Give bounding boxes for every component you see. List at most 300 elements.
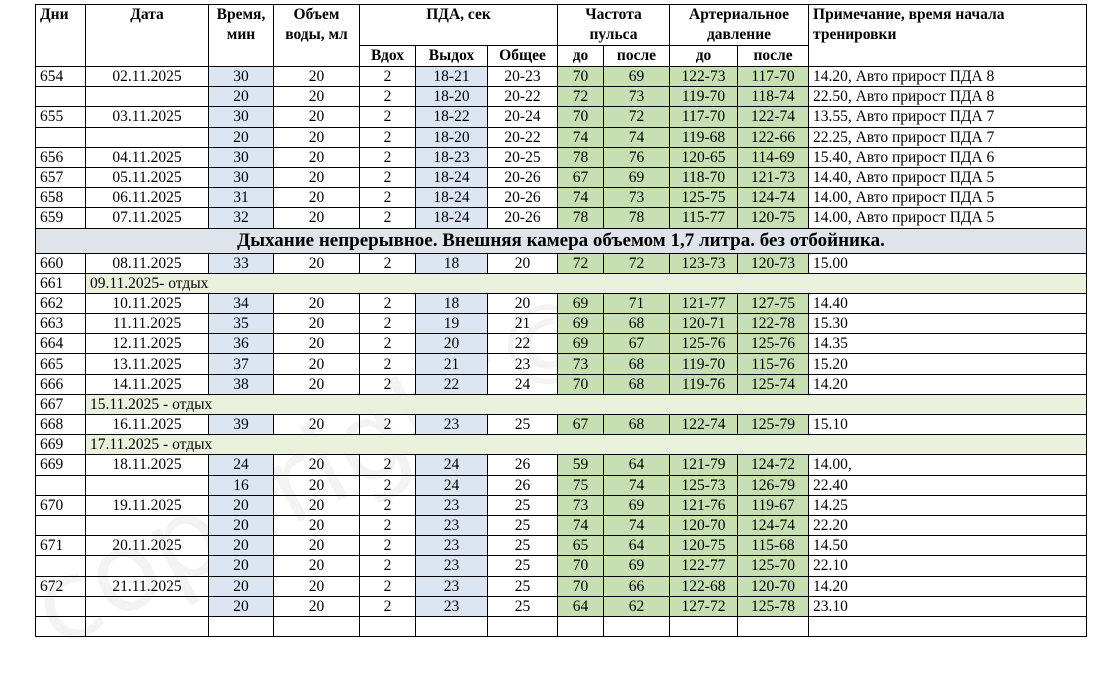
cell-total: 20 — [488, 293, 558, 313]
cell-time: 20 — [209, 515, 274, 535]
cell-note: 15.30 — [809, 314, 1087, 334]
cell-inhale: 2 — [360, 354, 416, 374]
cell-inhale: 2 — [360, 596, 416, 616]
cell-inhale: 2 — [360, 147, 416, 167]
cell-pulse-before: 64 — [558, 596, 604, 616]
cell-date: 05.11.2025 — [86, 167, 209, 187]
cell-total: 20-23 — [488, 67, 558, 87]
cell-inhale: 2 — [360, 293, 416, 313]
cell-exhale: 23 — [416, 536, 488, 556]
cell-exhale: 22 — [416, 374, 488, 394]
cell-note: 14.35 — [809, 334, 1087, 354]
cell-date: 20.11.2025 — [86, 536, 209, 556]
cell-water: 20 — [274, 167, 360, 187]
cell-date: 18.11.2025 — [86, 455, 209, 475]
cell-water: 20 — [274, 67, 360, 87]
cell-day — [36, 616, 86, 636]
cell-time: 38 — [209, 374, 274, 394]
cell-water: 20 — [274, 293, 360, 313]
cell-day: 657 — [36, 167, 86, 187]
cell-pressure-before: 119-76 — [670, 374, 738, 394]
header-note: Примечание, время начала тренировки — [809, 5, 1087, 67]
cell-pulse-before: 75 — [558, 475, 604, 495]
cell-pulse-before: 69 — [558, 334, 604, 354]
cell-note: 22.25, Авто прирост ПДА 7 — [809, 127, 1087, 147]
cell-pressure-before: 120-71 — [670, 314, 738, 334]
cell-inhale: 2 — [360, 536, 416, 556]
cell-exhale — [416, 616, 488, 636]
cell-day: 669 — [36, 455, 86, 475]
cell-pressure-before: 115-77 — [670, 208, 738, 228]
cell-exhale: 23 — [416, 596, 488, 616]
cell-day: 658 — [36, 188, 86, 208]
table-row — [36, 167, 1087, 187]
cell-pressure-before — [670, 616, 738, 636]
rest-day-row — [36, 394, 1087, 414]
cell-pressure-after: 119-67 — [738, 495, 809, 515]
cell-day: 670 — [36, 495, 86, 515]
cell-pulse-after: 69 — [604, 167, 670, 187]
cell-date: 02.11.2025 — [86, 67, 209, 87]
cell-note: 14.20 — [809, 576, 1087, 596]
cell-total: 26 — [488, 475, 558, 495]
cell-time: 30 — [209, 147, 274, 167]
cell-water: 20 — [274, 127, 360, 147]
cell-day — [36, 127, 86, 147]
cell-pulse-after: 64 — [604, 536, 670, 556]
cell-time: 33 — [209, 253, 274, 273]
cell-pressure-after: 120-75 — [738, 208, 809, 228]
cell-time: 36 — [209, 334, 274, 354]
rest-day-text: 09.11.2025- отдых — [86, 273, 1087, 293]
cell-pulse-after: 73 — [604, 87, 670, 107]
cell-water: 20 — [274, 334, 360, 354]
cell-total: 20-22 — [488, 127, 558, 147]
cell-date: 06.11.2025 — [86, 188, 209, 208]
cell-note: 14.00, Авто прирост ПДА 5 — [809, 208, 1087, 228]
cell-total: 20 — [488, 253, 558, 273]
cell-total — [488, 616, 558, 636]
cell-inhale — [360, 616, 416, 636]
cell-time: 34 — [209, 293, 274, 313]
cell-pulse-before: 69 — [558, 293, 604, 313]
cell-date — [86, 127, 209, 147]
cell-exhale: 18-23 — [416, 147, 488, 167]
cell-pressure-after: 126-79 — [738, 475, 809, 495]
cell-note — [809, 616, 1087, 636]
cell-day: 655 — [36, 107, 86, 127]
cell-pulse-after: 69 — [604, 556, 670, 576]
cell-pulse-before: 70 — [558, 576, 604, 596]
table-row — [36, 515, 1087, 535]
section-note-row — [36, 228, 1087, 253]
cell-water: 20 — [274, 374, 360, 394]
rest-day-row — [36, 435, 1087, 455]
cell-pressure-after: 122-66 — [738, 127, 809, 147]
cell-exhale: 23 — [416, 515, 488, 535]
cell-pulse-before: 78 — [558, 147, 604, 167]
cell-pulse-after: 74 — [604, 475, 670, 495]
cell-water: 20 — [274, 576, 360, 596]
cell-day — [36, 87, 86, 107]
cell-pulse-after: 72 — [604, 253, 670, 273]
cell-date: 07.11.2025 — [86, 208, 209, 228]
cell-pressure-before: 122-68 — [670, 576, 738, 596]
cell-time: 35 — [209, 314, 274, 334]
cell-date — [86, 596, 209, 616]
cell-day — [36, 596, 86, 616]
cell-time: 16 — [209, 475, 274, 495]
cell-inhale: 2 — [360, 314, 416, 334]
cell-pulse-before: 70 — [558, 107, 604, 127]
rest-day-row — [36, 273, 1087, 293]
cell-pressure-before: 121-76 — [670, 495, 738, 515]
cell-time: 24 — [209, 455, 274, 475]
cell-pressure-after: 127-75 — [738, 293, 809, 313]
rest-day-text: 17.11.2025 - отдых — [86, 435, 1087, 455]
cell-total: 20-25 — [488, 147, 558, 167]
cell-water: 20 — [274, 556, 360, 576]
cell-pressure-before: 117-70 — [670, 107, 738, 127]
cell-day — [36, 475, 86, 495]
cell-water: 20 — [274, 475, 360, 495]
table-row — [36, 314, 1087, 334]
cell-pulse-after: 67 — [604, 334, 670, 354]
cell-pressure-after: 118-74 — [738, 87, 809, 107]
cell-pulse-after: 78 — [604, 208, 670, 228]
cell-pressure-after: 122-78 — [738, 314, 809, 334]
cell-exhale: 18-24 — [416, 167, 488, 187]
cell-pressure-after: 114-69 — [738, 147, 809, 167]
cell-total: 21 — [488, 314, 558, 334]
cell-water: 20 — [274, 515, 360, 535]
cell-note: 14.40 — [809, 293, 1087, 313]
cell-inhale: 2 — [360, 188, 416, 208]
cell-pressure-before: 125-76 — [670, 334, 738, 354]
cell-date: 11.11.2025 — [86, 314, 209, 334]
cell-water — [274, 616, 360, 636]
cell-date: 19.11.2025 — [86, 495, 209, 515]
cell-exhale: 21 — [416, 354, 488, 374]
table-row — [36, 127, 1087, 147]
cell-water: 20 — [274, 536, 360, 556]
cell-water: 20 — [274, 188, 360, 208]
table-row — [36, 293, 1087, 313]
cell-pressure-before: 123-73 — [670, 253, 738, 273]
cell-total: 20-26 — [488, 188, 558, 208]
cell-inhale: 2 — [360, 253, 416, 273]
cell-pulse-before: 73 — [558, 354, 604, 374]
cell-exhale: 24 — [416, 455, 488, 475]
cell-day: 668 — [36, 415, 86, 435]
cell-pulse-before: 70 — [558, 67, 604, 87]
cell-pressure-after: 125-74 — [738, 374, 809, 394]
cell-total: 25 — [488, 515, 558, 535]
cell-day — [36, 556, 86, 576]
cell-exhale: 23 — [416, 576, 488, 596]
table-row — [36, 475, 1087, 495]
cell-total: 20-26 — [488, 167, 558, 187]
cell-exhale: 23 — [416, 556, 488, 576]
cell-exhale: 18-24 — [416, 188, 488, 208]
table-row — [36, 147, 1087, 167]
cell-pulse-before: 78 — [558, 208, 604, 228]
cell-pulse-before: 67 — [558, 167, 604, 187]
table-row — [36, 576, 1087, 596]
cell-pulse-before: 65 — [558, 536, 604, 556]
cell-total: 25 — [488, 596, 558, 616]
cell-pressure-after: 120-73 — [738, 253, 809, 273]
cell-pulse-after: 68 — [604, 354, 670, 374]
header-total: Общее — [488, 46, 558, 67]
cell-day: 667 — [36, 394, 86, 414]
cell-pulse-before: 70 — [558, 374, 604, 394]
cell-total: 25 — [488, 576, 558, 596]
cell-pulse-after: 68 — [604, 415, 670, 435]
cell-pulse-after: 69 — [604, 495, 670, 515]
cell-pressure-after: 117-70 — [738, 67, 809, 87]
cell-water: 20 — [274, 415, 360, 435]
cell-pressure-after: 124-72 — [738, 455, 809, 475]
cell-pulse-before: 72 — [558, 253, 604, 273]
cell-pulse-after — [604, 616, 670, 636]
cell-day: 666 — [36, 374, 86, 394]
cell-exhale: 18-21 — [416, 67, 488, 87]
cell-water: 20 — [274, 208, 360, 228]
cell-pulse-before: 74 — [558, 127, 604, 147]
cell-date — [86, 556, 209, 576]
cell-total: 20-22 — [488, 87, 558, 107]
cell-pulse-after: 62 — [604, 596, 670, 616]
cell-note: 14.50 — [809, 536, 1087, 556]
cell-pressure-after: 125-79 — [738, 415, 809, 435]
cell-pulse-before: 67 — [558, 415, 604, 435]
table-row — [36, 596, 1087, 616]
cell-date — [86, 616, 209, 636]
cell-date: 12.11.2025 — [86, 334, 209, 354]
cell-day: 669 — [36, 435, 86, 455]
cell-pressure-before: 119-70 — [670, 354, 738, 374]
cell-inhale: 2 — [360, 107, 416, 127]
cell-date — [86, 87, 209, 107]
training-log-table — [35, 4, 1087, 637]
cell-total: 25 — [488, 536, 558, 556]
cell-water: 20 — [274, 495, 360, 515]
cell-note: 14.25 — [809, 495, 1087, 515]
cell-pressure-after: 125-76 — [738, 334, 809, 354]
cell-total: 25 — [488, 495, 558, 515]
cell-exhale: 18-22 — [416, 107, 488, 127]
cell-note: 14.40, Авто прирост ПДА 5 — [809, 167, 1087, 187]
cell-note: 15.00 — [809, 253, 1087, 273]
cell-exhale: 18-20 — [416, 127, 488, 147]
table-header — [36, 5, 1087, 67]
cell-total: 23 — [488, 354, 558, 374]
cell-inhale: 2 — [360, 67, 416, 87]
cell-pressure-before: 122-74 — [670, 415, 738, 435]
cell-day: 665 — [36, 354, 86, 374]
cell-pulse-after: 71 — [604, 293, 670, 313]
cell-note: 15.40, Авто прирост ПДА 6 — [809, 147, 1087, 167]
cell-pulse-before: 72 — [558, 87, 604, 107]
cell-pressure-before: 122-73 — [670, 67, 738, 87]
cell-pressure-before: 120-70 — [670, 515, 738, 535]
cell-pressure-before: 120-65 — [670, 147, 738, 167]
cell-pulse-after: 76 — [604, 147, 670, 167]
header-exhale: Выдох — [416, 46, 488, 67]
cell-day: 663 — [36, 314, 86, 334]
cell-exhale: 23 — [416, 415, 488, 435]
table-row — [36, 616, 1087, 636]
cell-note: 14.00, — [809, 455, 1087, 475]
cell-pulse-before: 69 — [558, 314, 604, 334]
cell-note: 14.00, Авто прирост ПДА 5 — [809, 188, 1087, 208]
cell-time — [209, 616, 274, 636]
cell-day: 660 — [36, 253, 86, 273]
rest-day-text: 15.11.2025 - отдых — [86, 394, 1087, 414]
cell-inhale: 2 — [360, 87, 416, 107]
header-pulse-before: до — [558, 46, 604, 67]
cell-day — [36, 515, 86, 535]
cell-water: 20 — [274, 314, 360, 334]
table-row — [36, 556, 1087, 576]
table-row — [36, 354, 1087, 374]
cell-exhale: 18-20 — [416, 87, 488, 107]
cell-pulse-before: 73 — [558, 495, 604, 515]
cell-inhale: 2 — [360, 167, 416, 187]
cell-pulse-after: 69 — [604, 67, 670, 87]
cell-time: 20 — [209, 576, 274, 596]
cell-pulse-after: 68 — [604, 374, 670, 394]
cell-exhale: 18-24 — [416, 208, 488, 228]
cell-time: 31 — [209, 188, 274, 208]
cell-pressure-before: 118-70 — [670, 167, 738, 187]
header-pressure: Артериальное давление — [670, 5, 809, 46]
header-pulse: Частота пульса — [558, 5, 670, 46]
table-row — [36, 495, 1087, 515]
cell-pressure-after: 115-76 — [738, 354, 809, 374]
cell-inhale: 2 — [360, 475, 416, 495]
table-row — [36, 455, 1087, 475]
cell-total: 20-26 — [488, 208, 558, 228]
cell-pressure-before: 119-70 — [670, 87, 738, 107]
cell-pulse-after: 66 — [604, 576, 670, 596]
cell-pulse-after: 74 — [604, 515, 670, 535]
cell-total: 22 — [488, 334, 558, 354]
cell-date — [86, 475, 209, 495]
cell-water: 20 — [274, 596, 360, 616]
header-pda: ПДА, сек — [360, 5, 558, 46]
table-row — [36, 253, 1087, 273]
cell-pressure-after: 120-70 — [738, 576, 809, 596]
cell-day: 654 — [36, 67, 86, 87]
cell-inhale: 2 — [360, 127, 416, 147]
table-row — [36, 334, 1087, 354]
cell-pulse-after: 73 — [604, 188, 670, 208]
cell-inhale: 2 — [360, 455, 416, 475]
header-water: Объем воды, мл — [274, 5, 360, 67]
table-row — [36, 374, 1087, 394]
header-pulse-after: после — [604, 46, 670, 67]
cell-pressure-after — [738, 616, 809, 636]
cell-water: 20 — [274, 147, 360, 167]
cell-pressure-before: 125-75 — [670, 188, 738, 208]
cell-date: 16.11.2025 — [86, 415, 209, 435]
cell-note: 22.10 — [809, 556, 1087, 576]
table-row — [36, 208, 1087, 228]
cell-total: 25 — [488, 556, 558, 576]
cell-note: 14.20 — [809, 374, 1087, 394]
cell-water: 20 — [274, 354, 360, 374]
cell-exhale: 19 — [416, 314, 488, 334]
cell-time: 30 — [209, 67, 274, 87]
cell-water: 20 — [274, 87, 360, 107]
cell-pulse-before — [558, 616, 604, 636]
cell-pressure-before: 125-73 — [670, 475, 738, 495]
cell-pressure-after: 122-74 — [738, 107, 809, 127]
cell-date: 08.11.2025 — [86, 253, 209, 273]
table-row — [36, 67, 1087, 87]
cell-inhale: 2 — [360, 415, 416, 435]
cell-pulse-after: 74 — [604, 127, 670, 147]
cell-note: 14.20, Авто прирост ПДА 8 — [809, 67, 1087, 87]
cell-total: 26 — [488, 455, 558, 475]
cell-exhale: 18 — [416, 253, 488, 273]
cell-pressure-before: 119-68 — [670, 127, 738, 147]
cell-pressure-after: 125-78 — [738, 596, 809, 616]
cell-pulse-before: 70 — [558, 556, 604, 576]
cell-date: 14.11.2025 — [86, 374, 209, 394]
cell-inhale: 2 — [360, 556, 416, 576]
table-row — [36, 415, 1087, 435]
cell-inhale: 2 — [360, 515, 416, 535]
cell-date — [86, 515, 209, 535]
cell-note: 13.55, Авто прирост ПДА 7 — [809, 107, 1087, 127]
cell-total: 25 — [488, 415, 558, 435]
cell-day: 664 — [36, 334, 86, 354]
cell-day: 661 — [36, 273, 86, 293]
cell-water: 20 — [274, 455, 360, 475]
cell-pressure-after: 121-73 — [738, 167, 809, 187]
cell-pressure-after: 125-70 — [738, 556, 809, 576]
cell-day: 659 — [36, 208, 86, 228]
cell-time: 32 — [209, 208, 274, 228]
cell-day: 656 — [36, 147, 86, 167]
cell-date: 04.11.2025 — [86, 147, 209, 167]
cell-day: 672 — [36, 576, 86, 596]
cell-note: 22.40 — [809, 475, 1087, 495]
cell-total: 24 — [488, 374, 558, 394]
cell-pulse-before: 74 — [558, 188, 604, 208]
cell-pressure-after: 115-68 — [738, 536, 809, 556]
cell-pulse-before: 74 — [558, 515, 604, 535]
cell-time: 20 — [209, 127, 274, 147]
cell-note: 15.20 — [809, 354, 1087, 374]
cell-note: 15.10 — [809, 415, 1087, 435]
cell-total: 20-24 — [488, 107, 558, 127]
cell-date: 13.11.2025 — [86, 354, 209, 374]
cell-inhale: 2 — [360, 495, 416, 515]
cell-exhale: 20 — [416, 334, 488, 354]
section-note-text: Дыхание непрерывное. Внешняя камера объемом 1,7 литра. без отбойника. — [36, 228, 1087, 253]
cell-time: 20 — [209, 596, 274, 616]
cell-water: 20 — [274, 253, 360, 273]
header-date: Дата — [86, 5, 209, 67]
cell-pressure-before: 122-77 — [670, 556, 738, 576]
cell-pressure-before: 121-77 — [670, 293, 738, 313]
cell-pressure-after: 124-74 — [738, 188, 809, 208]
table-body — [36, 67, 1087, 637]
